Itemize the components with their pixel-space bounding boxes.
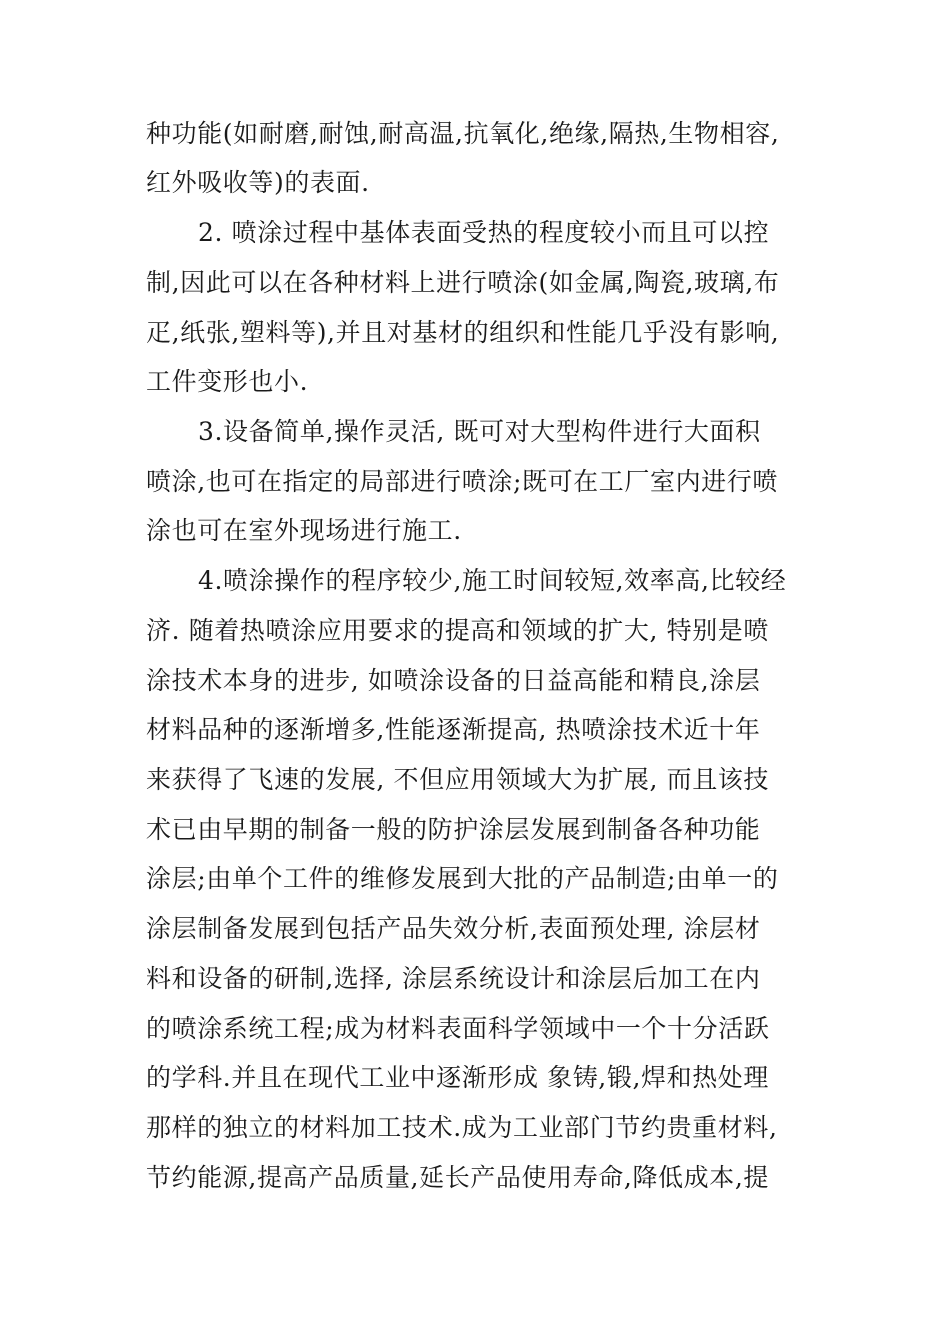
text-line-7: 3.设备简单,操作灵活, 既可对大型构件进行大面积 — [198, 417, 761, 446]
text-line-10: 4.喷涂操作的程序较少,施工时间较短,效率高,比较经 — [198, 566, 787, 595]
text-line-5: 疋,纸张,塑料等),并且对基材的组织和性能几乎没有影响, — [146, 318, 780, 347]
text-line-13: 材料品种的逐渐增多,性能逐渐提高, 热喷涂技术近十年 — [146, 715, 761, 744]
text-line-19: 的喷涂系统工程;成为材料表面科学领域中一个十分活跃 — [146, 1014, 770, 1043]
text-line-17: 涂层制备发展到包括产品失效分析,表面预处理, 涂层材 — [146, 914, 761, 943]
text-line-11: 济. 随着热喷涂应用要求的提高和领域的扩大, 特别是喷 — [146, 616, 769, 645]
text-line-3: 2. 喷涂过程中基体表面受热的程度较小而且可以控 — [198, 218, 770, 247]
text-line-14: 来获得了飞速的发展, 不但应用领域大为扩展, 而且该技 — [146, 765, 769, 794]
text-line-12: 涂技术本身的进步, 如喷涂设备的日益高能和精良,涂层 — [146, 666, 761, 695]
text-line-21: 那样的独立的材料加工技术.成为工业部门节约贵重材料, — [146, 1113, 778, 1142]
text-line-15: 术已由早期的制备一般的防护涂层发展到制备各种功能 — [146, 815, 761, 844]
text-line-18: 料和设备的研制,选择, 涂层系统设计和涂层后加工在内 — [146, 964, 761, 993]
text-line-1: 种功能(如耐磨,耐蚀,耐高温,抗氧化,绝缘,隔热,生物相容, — [146, 119, 780, 148]
text-line-6: 工件变形也小. — [146, 367, 309, 396]
text-line-20: 的学科.并且在现代工业中逐渐形成 象铸,锻,焊和热处理 — [146, 1063, 769, 1092]
text-line-9: 涂也可在室外现场进行施工. — [146, 516, 462, 545]
text-line-2: 红外吸收等)的表面. — [146, 168, 370, 197]
text-line-16: 涂层;由单个工件的维修发展到大批的产品制造;由单一的 — [146, 864, 779, 893]
text-line-8: 喷涂,也可在指定的局部进行喷涂;既可在工厂室内进行喷 — [146, 467, 778, 496]
text-line-4: 制,因此可以在各种材料上进行喷涂(如金属,陶瓷,玻璃,布 — [146, 268, 780, 297]
text-line-22: 节约能源,提高产品质量,延长产品使用寿命,降低成本,提 — [146, 1163, 769, 1192]
